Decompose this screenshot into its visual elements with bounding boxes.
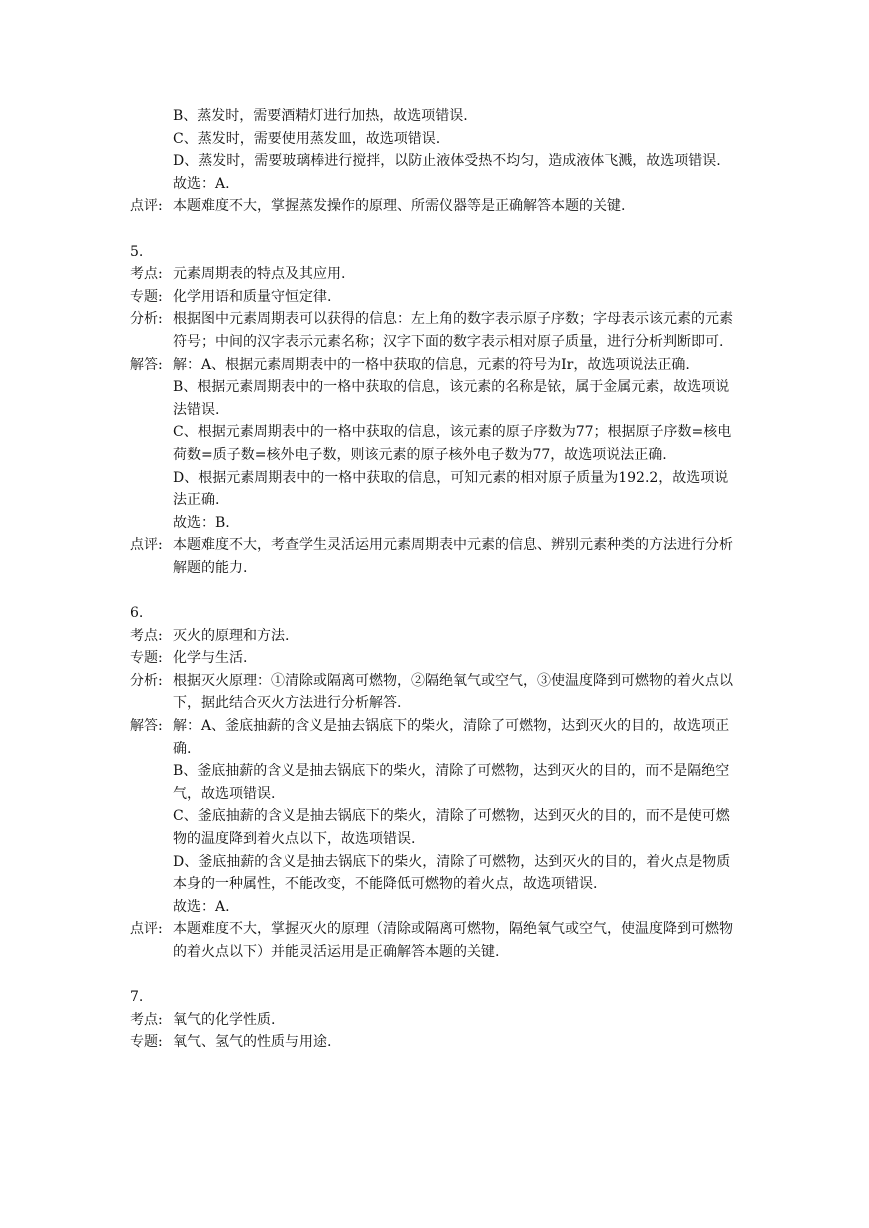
kaodian-label: 考点: bbox=[130, 627, 163, 644]
jieda-line: 故选：A. bbox=[173, 898, 230, 915]
jieda-line: 故选：B. bbox=[173, 514, 230, 531]
question-7 bbox=[130, 986, 742, 1054]
kaodian-text: 氧气的化学性质. bbox=[173, 1011, 276, 1028]
zhuanti-row bbox=[130, 647, 742, 670]
previous-answer-continuation bbox=[130, 105, 742, 218]
answer-line: D、蒸发时，需要玻璃棒进行搅拌，以防止液体受热不均匀，造成液体飞溅，故选项错误. bbox=[173, 153, 721, 170]
jieda-line: D、釜底抽薪的含义是抽去锅底下的柴火，清除了可燃物，达到灭火的目的，着火点是物质本身的一种属性，不能改变，不能降低可燃物的着火点，故选项错误. bbox=[173, 853, 731, 893]
kaodian-row bbox=[130, 625, 742, 648]
question-5 bbox=[130, 241, 742, 580]
zhuanti-label: 专题: bbox=[130, 288, 163, 305]
dianping-row bbox=[130, 918, 742, 963]
jieda-label: 解答: bbox=[130, 356, 163, 373]
jieda-label: 解答: bbox=[130, 718, 163, 735]
zhuanti-text: 氧气、氢气的性质与用途. bbox=[173, 1034, 332, 1051]
kaodian-label: 考点: bbox=[130, 1011, 163, 1028]
zhuanti-text: 化学用语和质量守恒定律. bbox=[173, 288, 332, 305]
dianping-label: 点评: bbox=[130, 921, 163, 938]
jieda-first-line: 解：A、根据元素周期表中的一格中获取的信息，元素的符号为Ir，故选项说法正确. bbox=[173, 356, 690, 373]
zhuanti-row bbox=[130, 1031, 742, 1054]
zhuanti-label: 专题: bbox=[130, 1034, 163, 1051]
question-number: 7. bbox=[130, 989, 144, 1006]
kaodian-label: 考点: bbox=[130, 266, 163, 283]
jieda-row bbox=[130, 354, 742, 377]
answer-line: C、蒸发时，需要使用蒸发皿，故选项错误. bbox=[173, 130, 441, 147]
kaodian-text: 灭火的原理和方法. bbox=[173, 627, 290, 644]
kaodian-row bbox=[130, 263, 742, 286]
kaodian-text: 元素周期表的特点及其应用. bbox=[173, 266, 346, 283]
fenxi-text: 根据图中元素周期表可以获得的信息：左上角的数字表示原子序数；字母表示该元素的元素符号；中间的汉字表示元素名称；汉字下面的数字表示相对原子质量，进行分析判断即可. bbox=[173, 311, 733, 350]
kaodian-row bbox=[130, 1009, 742, 1032]
dianping-text: 本题难度不大，考查学生灵活运用元素周期表中元素的信息、辨别元素种类的方法进行分析解题的能力. bbox=[173, 537, 733, 576]
fenxi-label: 分析: bbox=[130, 311, 163, 328]
zhuanti-text: 化学与生活. bbox=[173, 650, 248, 667]
question-6 bbox=[130, 602, 742, 964]
fenxi-row bbox=[130, 670, 742, 715]
answer-line: 故选：A. bbox=[173, 175, 230, 192]
jieda-row bbox=[130, 715, 742, 760]
zhuanti-label: 专题: bbox=[130, 650, 163, 667]
answer-line: B、蒸发时，需要酒精灯进行加热，故选项错误. bbox=[173, 108, 468, 124]
question-number: 6. bbox=[130, 605, 144, 622]
jieda-line: B、釜底抽薪的含义是抽去锅底下的柴火，清除了可燃物，达到灭火的目的，而不是隔绝空气，故选项错误. bbox=[173, 763, 730, 802]
jieda-line: B、根据元素周期表中的一格中获取的信息，该元素的名称是铱，属于金属元素，故选项说法错误. bbox=[173, 379, 730, 418]
jieda-first-line: 解：A、釜底抽薪的含义是抽去锅底下的柴火，清除了可燃物，达到灭火的目的，故选项正确. bbox=[173, 718, 730, 757]
jieda-line: C、釜底抽薪的含义是抽去锅底下的柴火，清除了可燃物，达到灭火的目的，而不是使可燃物的温度降到着火点以下，故选项错误. bbox=[173, 808, 730, 847]
comment-text: 本题难度不大，掌握蒸发操作的原理、所需仪器等是正确解答本题的关键. bbox=[173, 198, 626, 215]
document-page bbox=[130, 105, 742, 1054]
fenxi-text: 根据灭火原理：①清除或隔离可燃物，②隔绝氧气或空气，③使温度降到可燃物的着火点以下，据此结合灭火方法进行分析解答. bbox=[173, 672, 733, 712]
jieda-line: C、根据元素周期表中的一格中获取的信息，该元素的原子序数为77；根据原子序数=核电荷数=质子数=核外电子数，则该元素的原子核外电子数为77，故选项说法正确. bbox=[173, 424, 732, 463]
dianping-text: 本题难度不大，掌握灭火的原理（清除或隔离可燃物，隔绝氧气或空气，使温度降到可燃物的着火点以下）并能灵活运用是正确解答本题的关键. bbox=[173, 921, 733, 960]
fenxi-label: 分析: bbox=[130, 672, 163, 689]
zhuanti-row bbox=[130, 286, 742, 309]
jieda-line: D、根据元素周期表中的一格中获取的信息，可知元素的相对原子质量为192.2，故选项说法正确. bbox=[173, 469, 729, 509]
comment-row bbox=[130, 195, 742, 218]
fenxi-row bbox=[130, 308, 742, 353]
question-number: 5. bbox=[130, 243, 144, 260]
comment-label: 点评: bbox=[130, 198, 163, 215]
dianping-row bbox=[130, 534, 742, 579]
dianping-label: 点评: bbox=[130, 537, 163, 554]
